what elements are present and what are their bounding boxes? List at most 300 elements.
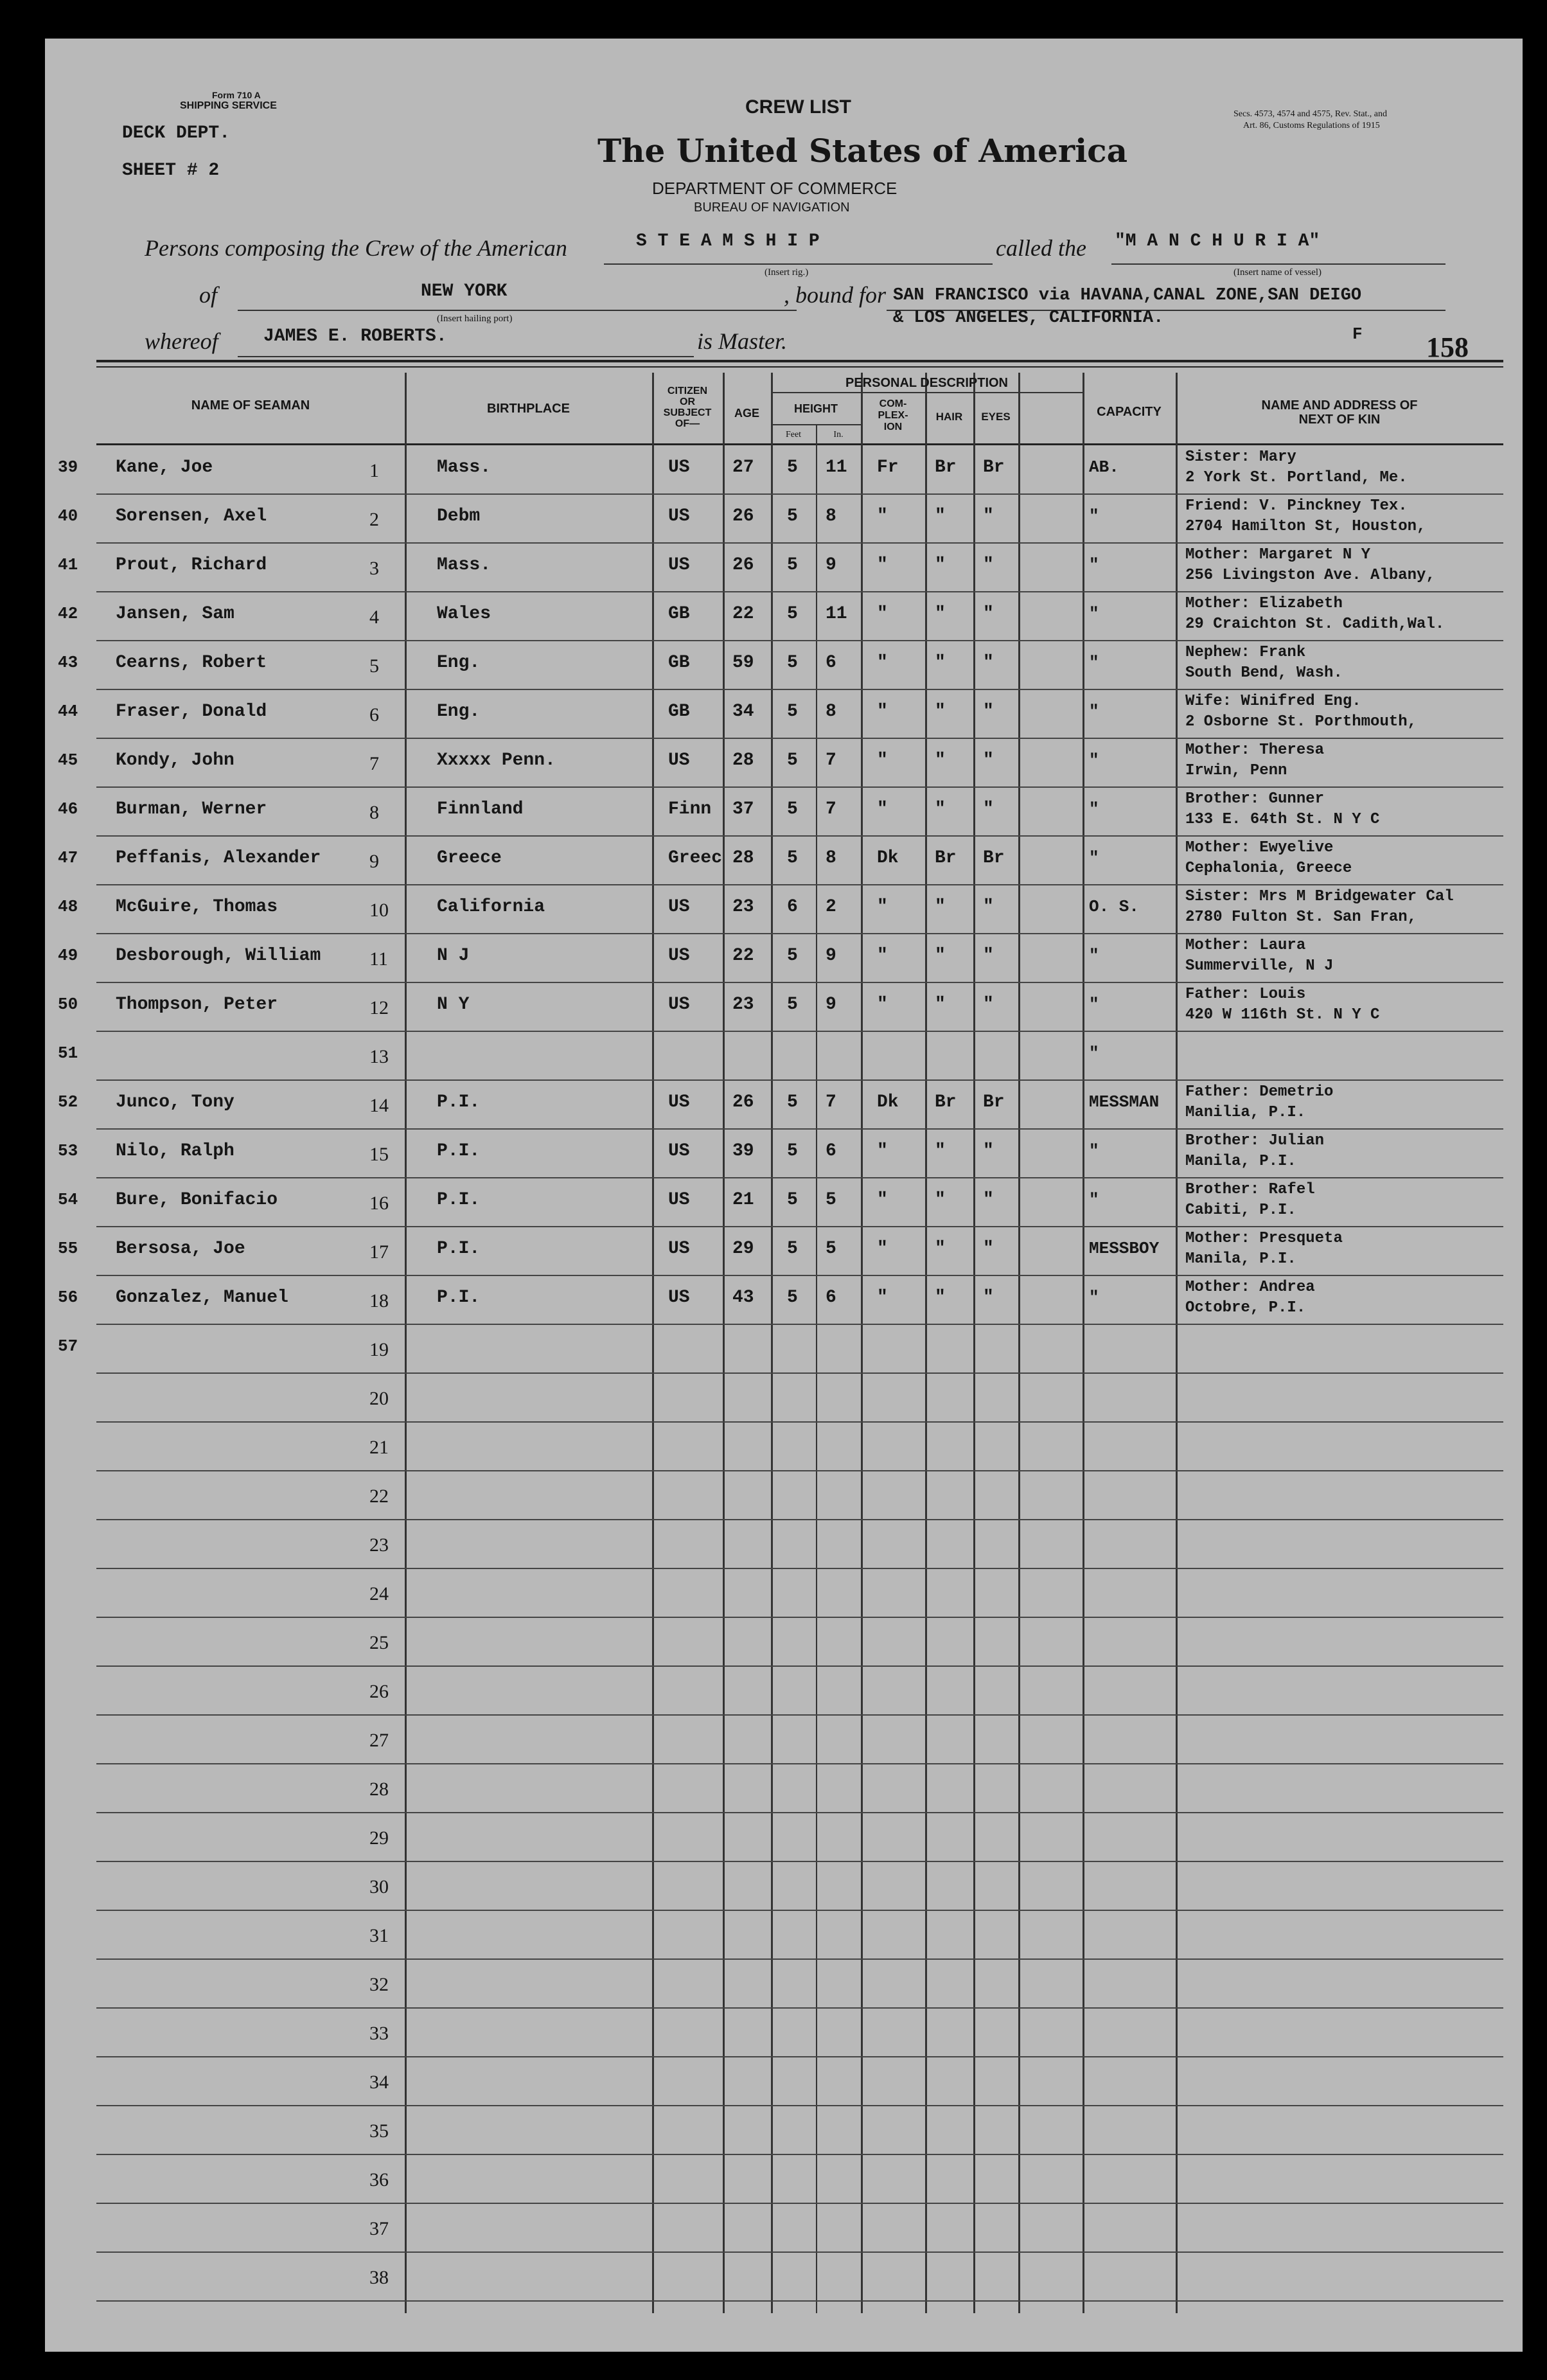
- cell-capacity: AB.: [1089, 457, 1119, 477]
- cell-birthplace: Xxxxx Penn.: [437, 750, 556, 770]
- row-line-number: 2: [369, 509, 379, 530]
- cell-capacity: ": [1089, 1190, 1099, 1209]
- cell-complexion: ": [877, 1190, 888, 1210]
- cell-birthplace: P.I.: [437, 1190, 481, 1210]
- row-rule: [96, 2203, 1503, 2204]
- cell-hair: Br: [935, 848, 957, 868]
- cell-citizen: US: [668, 1239, 690, 1259]
- cell-seq: 52: [58, 1092, 78, 1112]
- cell-age: 39: [732, 1141, 754, 1161]
- cell-name: Peffanis, Alexander: [116, 848, 321, 868]
- row-line-number: 22: [369, 1486, 389, 1507]
- cell-capacity: ": [1089, 702, 1099, 721]
- rig-value: S T E A M S H I P: [636, 231, 820, 251]
- cell-hair: ": [935, 799, 946, 819]
- cell-capacity: ": [1089, 1288, 1099, 1307]
- row-rule: [96, 1031, 1503, 1032]
- cell-name: Gonzalez, Manuel: [116, 1288, 288, 1308]
- whereof-label: whereof: [145, 328, 218, 354]
- cell-name: Cearns, Robert: [116, 653, 267, 673]
- cell-complexion: ": [877, 1141, 888, 1161]
- cell-feet: 5: [787, 1190, 798, 1210]
- column-header-next-of-kin: NAME AND ADDRESS OF NEXT OF KIN: [1261, 398, 1418, 427]
- cell-kin-address: Summerville, N J: [1185, 957, 1334, 975]
- row-rule: [96, 1763, 1503, 1764]
- cell-hair: ": [935, 946, 946, 966]
- cell-hair: ": [935, 604, 946, 624]
- country-title: The United States of America: [597, 132, 1128, 170]
- cell-age: 21: [732, 1190, 754, 1210]
- cell-citizen: US: [668, 506, 690, 526]
- row-line-number: 26: [369, 1681, 389, 1702]
- cell-inches: 8: [826, 702, 836, 722]
- cell-capacity: ": [1089, 1141, 1099, 1160]
- row-rule: [96, 1910, 1503, 1911]
- cell-kin-address: 29 Craichton St. Cadith,Wal.: [1185, 616, 1445, 633]
- statute-line-1: Secs. 4573, 4574 and 4575, Rev. Stat., and: [1233, 109, 1388, 119]
- cell-kin-name: Brother: Gunner: [1185, 790, 1325, 808]
- port-caption: (Insert hailing port): [437, 314, 513, 324]
- cell-citizen: GB: [668, 653, 690, 673]
- cell-kin-name: Mother: Margaret N Y: [1185, 546, 1371, 564]
- destination-line-1: SAN FRANCISCO via HAVANA,CANAL ZONE,SAN DEIGO: [893, 286, 1362, 305]
- cell-kin-name: Mother: Laura: [1185, 937, 1306, 954]
- row-rule: [96, 1519, 1503, 1520]
- column-header-complexion: COM- PLEX- ION: [878, 398, 908, 432]
- cell-kin-address: 420 W 116th St. N Y C: [1185, 1006, 1380, 1024]
- row-rule: [96, 1372, 1503, 1374]
- master-name: JAMES E. ROBERTS.: [263, 326, 447, 346]
- row-line-number: 23: [369, 1534, 389, 1556]
- row-rule: [96, 689, 1503, 690]
- cell-kin-name: Nephew: Frank: [1185, 644, 1306, 661]
- cell-name: Bersosa, Joe: [116, 1239, 245, 1259]
- cell-birthplace: California: [437, 897, 545, 917]
- cell-kin-address: Manila, P.I.: [1185, 1250, 1296, 1268]
- row-line-number: 1: [369, 460, 379, 481]
- cell-kin-name: Sister: Mary: [1185, 448, 1296, 466]
- cell-birthplace: P.I.: [437, 1288, 481, 1308]
- cell-eyes: ": [983, 506, 994, 526]
- cell-eyes: ": [983, 799, 994, 819]
- cell-capacity: ": [1089, 995, 1099, 1014]
- cell-complexion: ": [877, 799, 888, 819]
- cell-eyes: Br: [983, 457, 1005, 477]
- row-line-number: 25: [369, 1632, 389, 1653]
- cell-birthplace: Finnland: [437, 799, 524, 819]
- cell-citizen: US: [668, 750, 690, 770]
- row-line-number: 7: [369, 753, 379, 774]
- cell-feet: 5: [787, 799, 798, 819]
- cell-kin-address: 2 Osborne St. Porthmouth,: [1185, 713, 1417, 731]
- row-line-number: 37: [369, 2218, 389, 2239]
- cell-complexion: Dk: [877, 1092, 899, 1112]
- cell-kin-address: Manila, P.I.: [1185, 1153, 1296, 1170]
- row-rule: [96, 1324, 1503, 1325]
- cell-capacity: MESSMAN: [1089, 1092, 1160, 1112]
- cell-eyes: ": [983, 702, 994, 722]
- row-line-number: 19: [369, 1339, 389, 1360]
- cell-seq: 55: [58, 1239, 78, 1258]
- cell-hair: ": [935, 1288, 946, 1308]
- cell-name: Burman, Werner: [116, 799, 267, 819]
- cell-seq: 42: [58, 604, 78, 623]
- cell-inches: 5: [826, 1190, 836, 1210]
- cell-kin-address: Irwin, Penn: [1185, 762, 1287, 779]
- cell-feet: 5: [787, 555, 798, 575]
- cell-eyes: ": [983, 897, 994, 917]
- cell-age: 26: [732, 1092, 754, 1112]
- cell-feet: 5: [787, 1141, 798, 1161]
- cell-capacity: O. S.: [1089, 897, 1140, 916]
- cell-complexion: Fr: [877, 457, 899, 477]
- cell-kin-address: Octobre, P.I.: [1185, 1299, 1306, 1317]
- cell-kin-name: Mother: Andrea: [1185, 1279, 1315, 1296]
- row-rule: [96, 786, 1503, 788]
- cell-inches: 7: [826, 750, 836, 770]
- cell-complexion: ": [877, 653, 888, 673]
- row-line-number: 15: [369, 1144, 389, 1165]
- cell-kin-address: 2 York St. Portland, Me.: [1185, 469, 1408, 486]
- cell-birthplace: Eng.: [437, 702, 481, 722]
- cell-hair: ": [935, 995, 946, 1015]
- cell-birthplace: P.I.: [437, 1141, 481, 1161]
- cell-name: Jansen, Sam: [116, 604, 234, 624]
- cell-capacity: ": [1089, 555, 1099, 574]
- persons-label: Persons composing the Crew of the American: [145, 235, 567, 261]
- cell-feet: 5: [787, 457, 798, 477]
- cell-age: 43: [732, 1288, 754, 1308]
- cell-complexion: ": [877, 506, 888, 526]
- row-rule: [96, 2056, 1503, 2057]
- row-line-number: 18: [369, 1290, 389, 1311]
- cell-citizen: US: [668, 1190, 690, 1210]
- cell-capacity: ": [1089, 946, 1099, 965]
- cell-capacity: ": [1089, 750, 1099, 770]
- cell-seq: 44: [58, 702, 78, 721]
- cell-kin-name: Father: Louis: [1185, 986, 1306, 1003]
- of-label: of: [199, 282, 218, 308]
- cell-kin-address: 133 E. 64th St. N Y C: [1185, 811, 1380, 828]
- cell-birthplace: Eng.: [437, 653, 481, 673]
- cell-inches: 11: [826, 604, 847, 624]
- row-rule: [96, 1617, 1503, 1618]
- row-rule: [96, 591, 1503, 592]
- cell-age: 28: [732, 750, 754, 770]
- cell-kin-address: 256 Livingston Ave. Albany,: [1185, 567, 1435, 584]
- cell-citizen: GB: [668, 604, 690, 624]
- cell-complexion: ": [877, 1239, 888, 1259]
- cell-seq: 48: [58, 897, 78, 916]
- row-line-number: 30: [369, 1876, 389, 1897]
- cell-name: Kondy, John: [116, 750, 234, 770]
- cell-complexion: ": [877, 555, 888, 575]
- row-rule: [96, 738, 1503, 739]
- cell-citizen: GB: [668, 702, 690, 722]
- cell-feet: 5: [787, 1288, 798, 1308]
- rig-caption: (Insert rig.): [765, 267, 809, 278]
- cell-hair: ": [935, 1190, 946, 1210]
- cell-name: Sorensen, Axel: [116, 506, 267, 526]
- cell-inches: 6: [826, 653, 836, 673]
- row-rule: [96, 1079, 1503, 1081]
- vessel-name: "M A N C H U R I A": [1115, 231, 1320, 251]
- cell-hair: ": [935, 506, 946, 526]
- cell-age: 28: [732, 848, 754, 868]
- cell-complexion: ": [877, 897, 888, 917]
- cell-feet: 5: [787, 995, 798, 1015]
- cell-eyes: Br: [983, 848, 1005, 868]
- cell-seq: 53: [58, 1141, 78, 1160]
- cell-kin-address: Manilia, P.I.: [1185, 1104, 1306, 1121]
- cell-citizen: US: [668, 1141, 690, 1161]
- row-rule: [96, 1665, 1503, 1667]
- cell-kin-name: Father: Demetrio: [1185, 1083, 1334, 1101]
- row-rule: [96, 2154, 1503, 2155]
- cell-citizen: US: [668, 897, 690, 917]
- page-number: 158: [1426, 332, 1469, 363]
- row-rule: [96, 933, 1503, 934]
- cell-birthplace: N Y: [437, 995, 470, 1015]
- cell-name: Junco, Tony: [116, 1092, 234, 1112]
- row-rule: [96, 1177, 1503, 1178]
- row-rule: [96, 2300, 1503, 2302]
- row-rule: [96, 640, 1503, 641]
- cell-kin-address: Cephalonia, Greece: [1185, 860, 1352, 877]
- cell-eyes: ": [983, 653, 994, 673]
- cell-feet: 6: [787, 897, 798, 917]
- cell-citizen: Finn: [668, 799, 712, 819]
- cell-age: 23: [732, 897, 754, 917]
- cell-inches: 9: [826, 995, 836, 1015]
- row-line-number: 10: [369, 900, 389, 921]
- cell-capacity: ": [1089, 506, 1099, 526]
- row-rule: [96, 2007, 1503, 2009]
- row-rule: [96, 1128, 1503, 1130]
- cell-feet: 5: [787, 604, 798, 624]
- cell-birthplace: P.I.: [437, 1092, 481, 1112]
- cell-hair: ": [935, 1141, 946, 1161]
- cell-age: 34: [732, 702, 754, 722]
- column-header-hair: HAIR: [935, 411, 963, 423]
- row-line-number: 13: [369, 1046, 389, 1067]
- cell-complexion: Dk: [877, 848, 899, 868]
- cell-citizen: US: [668, 946, 690, 966]
- cell-citizen: US: [668, 1092, 690, 1112]
- cell-feet: 5: [787, 1092, 798, 1112]
- row-line-number: 4: [369, 607, 379, 628]
- cell-eyes: ": [983, 604, 994, 624]
- cell-hair: ": [935, 750, 946, 770]
- cell-citizen: Greec: [668, 848, 723, 868]
- cell-name: Bure, Bonifacio: [116, 1190, 278, 1210]
- row-line-number: 11: [369, 948, 388, 970]
- row-line-number: 8: [369, 802, 379, 823]
- cell-hair: Br: [935, 1092, 957, 1112]
- cell-kin-address: Cabiti, P.I.: [1185, 1202, 1296, 1219]
- cell-kin-name: Brother: Julian: [1185, 1132, 1325, 1150]
- form-title: CREW LIST: [745, 96, 851, 118]
- row-line-number: 32: [369, 1974, 389, 1995]
- cell-capacity: ": [1089, 653, 1099, 672]
- cell-age: 22: [732, 604, 754, 624]
- cell-seq: 51: [58, 1043, 78, 1063]
- cell-inches: 6: [826, 1288, 836, 1308]
- cell-inches: 8: [826, 848, 836, 868]
- cell-capacity: ": [1089, 1043, 1099, 1063]
- cell-age: 22: [732, 946, 754, 966]
- cell-complexion: ": [877, 702, 888, 722]
- destination-line-2: & LOS ANGELES, CALIFORNIA.: [893, 308, 1164, 328]
- margin-mark: F: [1352, 324, 1363, 344]
- cell-seq: 40: [58, 506, 78, 526]
- cell-inches: 5: [826, 1239, 836, 1259]
- cell-age: 59: [732, 653, 754, 673]
- cell-capacity: MESSBOY: [1089, 1239, 1160, 1258]
- cell-birthplace: Mass.: [437, 457, 491, 477]
- cell-complexion: ": [877, 750, 888, 770]
- cell-hair: ": [935, 1239, 946, 1259]
- bound-label: , bound for: [784, 282, 887, 308]
- row-line-number: 28: [369, 1779, 389, 1800]
- cell-feet: 5: [787, 946, 798, 966]
- column-header-age: AGE: [734, 407, 759, 420]
- cell-seq: 57: [58, 1337, 78, 1356]
- cell-name: Prout, Richard: [116, 555, 267, 575]
- cell-seq: 39: [58, 457, 78, 477]
- cell-kin-name: Friend: V. Pinckney Tex.: [1185, 497, 1408, 515]
- row-rule: [96, 2251, 1503, 2253]
- cell-age: 26: [732, 506, 754, 526]
- cell-birthplace: Debm: [437, 506, 481, 526]
- called-label: called the: [996, 235, 1086, 261]
- master-label: is Master.: [697, 328, 788, 354]
- cell-capacity: ": [1089, 848, 1099, 867]
- row-line-number: 9: [369, 851, 379, 872]
- cell-inches: 7: [826, 799, 836, 819]
- cell-name: Nilo, Ralph: [116, 1141, 234, 1161]
- cell-eyes: ": [983, 1141, 994, 1161]
- row-rule: [96, 1958, 1503, 1960]
- row-rule: [96, 1226, 1503, 1227]
- cell-feet: 5: [787, 506, 798, 526]
- cell-feet: 5: [787, 750, 798, 770]
- statute-line-2: Art. 86, Customs Regulations of 1915: [1243, 121, 1380, 130]
- cell-name: Desborough, William: [116, 946, 321, 966]
- row-line-number: 16: [369, 1193, 389, 1214]
- row-line-number: 27: [369, 1730, 389, 1751]
- cell-name: Fraser, Donald: [116, 702, 267, 722]
- cell-inches: 2: [826, 897, 836, 917]
- cell-citizen: US: [668, 995, 690, 1015]
- cell-seq: 49: [58, 946, 78, 965]
- cell-inches: 7: [826, 1092, 836, 1112]
- cell-seq: 56: [58, 1288, 78, 1307]
- cell-eyes: Br: [983, 1092, 1005, 1112]
- row-rule: [96, 2105, 1503, 2106]
- cell-citizen: US: [668, 457, 690, 477]
- cell-inches: 8: [826, 506, 836, 526]
- cell-birthplace: Greece: [437, 848, 502, 868]
- cell-seq: 46: [58, 799, 78, 819]
- row-rule: [96, 982, 1503, 983]
- column-header-personal-description: PERSONAL DESCRIPTION: [845, 376, 1008, 390]
- row-line-number: 20: [369, 1388, 389, 1409]
- cell-feet: 5: [787, 848, 798, 868]
- vessel-caption: (Insert name of vessel): [1233, 267, 1322, 278]
- row-line-number: 36: [369, 2169, 389, 2190]
- row-line-number: 31: [369, 1925, 389, 1946]
- row-rule: [96, 835, 1503, 837]
- row-line-number: 33: [369, 2023, 389, 2044]
- cell-seq: 50: [58, 995, 78, 1014]
- cell-kin-name: Mother: Elizabeth: [1185, 595, 1343, 612]
- cell-feet: 5: [787, 702, 798, 722]
- cell-name: Kane, Joe: [116, 457, 213, 477]
- cell-eyes: ": [983, 946, 994, 966]
- cell-complexion: ": [877, 995, 888, 1015]
- row-rule: [96, 493, 1503, 495]
- cell-birthplace: N J: [437, 946, 470, 966]
- row-rule: [96, 1421, 1503, 1423]
- cell-seq: 54: [58, 1190, 78, 1209]
- row-line-number: 29: [369, 1827, 389, 1849]
- cell-hair: ": [935, 897, 946, 917]
- row-rule: [96, 1568, 1503, 1569]
- cell-capacity: ": [1089, 604, 1099, 623]
- cell-seq: 43: [58, 653, 78, 672]
- cell-eyes: ": [983, 1239, 994, 1259]
- cell-hair: ": [935, 702, 946, 722]
- row-line-number: 5: [369, 655, 379, 677]
- row-rule: [96, 542, 1503, 544]
- cell-inches: 11: [826, 457, 847, 477]
- cell-complexion: ": [877, 604, 888, 624]
- cell-feet: 5: [787, 1239, 798, 1259]
- cell-complexion: ": [877, 1288, 888, 1308]
- row-line-number: 34: [369, 2072, 389, 2093]
- row-line-number: 38: [369, 2267, 389, 2288]
- cell-eyes: ": [983, 995, 994, 1015]
- cell-age: 27: [732, 457, 754, 477]
- cell-inches: 9: [826, 555, 836, 575]
- cell-seq: 45: [58, 750, 78, 770]
- service-label: SHIPPING SERVICE: [180, 100, 277, 111]
- cell-kin-address: South Bend, Wash.: [1185, 664, 1343, 682]
- cell-birthplace: P.I.: [437, 1239, 481, 1259]
- row-line-number: 35: [369, 2120, 389, 2142]
- column-header-feet: Feet: [785, 430, 802, 440]
- cell-hair: Br: [935, 457, 957, 477]
- cell-hair: ": [935, 653, 946, 673]
- bureau-name: BUREAU OF NAVIGATION: [694, 200, 850, 215]
- cell-citizen: US: [668, 555, 690, 575]
- row-line-number: 12: [369, 997, 389, 1018]
- cell-kin-name: Wife: Winifred Eng.: [1185, 693, 1361, 710]
- row-rule: [96, 1861, 1503, 1862]
- department-stamp: DECK DEPT.: [122, 123, 231, 143]
- cell-kin-address: 2704 Hamilton St, Houston,: [1185, 518, 1426, 535]
- row-line-number: 3: [369, 558, 379, 579]
- row-line-number: 21: [369, 1437, 389, 1458]
- sheet-number: SHEET # 2: [122, 161, 220, 181]
- row-rule: [96, 1470, 1503, 1471]
- column-header-eyes: EYES: [981, 411, 1011, 423]
- row-rule: [96, 1812, 1503, 1813]
- cell-kin-name: Mother: Presqueta: [1185, 1230, 1343, 1247]
- column-header-inches: In.: [833, 430, 844, 440]
- cell-kin-name: Sister: Mrs M Bridgewater Cal: [1185, 888, 1454, 905]
